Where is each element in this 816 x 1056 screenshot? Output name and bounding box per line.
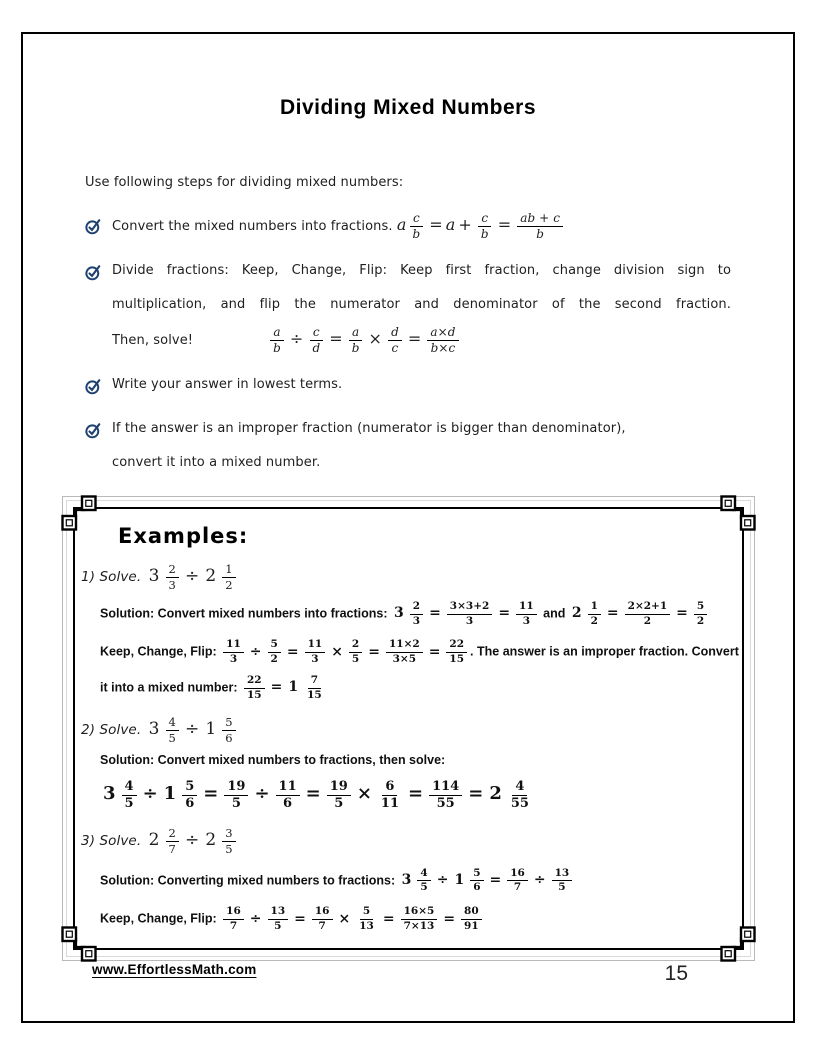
example-2-problem: 2) Solve. 3 $\frac{4}{5}$ ÷ 1 $\frac{5}{6}$: [81, 716, 729, 745]
step-line: multiplication, and flip the numerator and denominator of the second fraction.: [112, 297, 731, 312]
check-circle-icon: [85, 217, 102, 236]
step-line: convert it into a mixed number.: [112, 455, 321, 470]
example-3-solution-line-1: Solution: Converting mixed numbers to fractions: 3 $\frac{4}{5}$ ÷ 1 $\frac{5}{6}$ = $\frac{16}{7}$ ÷ $\frac{13}{5}$: [100, 868, 729, 895]
page-title: Dividing Mixed Numbers: [279, 96, 537, 119]
step-line: Divide fractions: Keep, Change, Flip: Keep first fraction, change division sign to: [112, 263, 731, 278]
example-1-solution-line-2: Keep, Change, Flip: $\frac{11}{3}$ ÷ $\frac{5}{2}$ = $\frac{11}{3}$ × $\frac{2}{5}$ = $\frac{11\times 2}{3\times 5}$ = $\frac{22}{15}$ . The answer is an improper fraction. Convert: [100, 638, 739, 665]
step-line: Then, solve! $\frac{a}{b}$ ÷ $\frac{c}{d}$ = $\frac{a}{b}$ × $\frac{d}{c}$ = $\frac{a\times d}{b\times c}$: [112, 322, 731, 358]
check-circle-icon: [85, 263, 102, 282]
example-3-problem: 3) Solve. 2 $\frac{2}{7}$ ÷ 2 $\frac{3}{5}$: [81, 827, 729, 856]
page-border: [21, 32, 795, 1023]
intro-text: Use following steps for dividing mixed numbers:: [85, 175, 404, 190]
example-1-solution-line-1: Solution: Convert mixed numbers into fractions: 3 $\frac{2}{3}$ = $\frac{3\times 3+2}{3}$ = $\frac{11}{3}$ and 2 $\frac{1}{2}$ = $\frac{2\times 2+1}{2}$ = $\frac{5}{2}$: [100, 601, 729, 628]
step-improper-fraction: [85, 412, 731, 480]
steps-list: [85, 208, 731, 480]
page-number: 15: [664, 962, 688, 985]
check-circle-icon: [85, 421, 102, 440]
examples-panel: [60, 494, 757, 963]
example-2-solution-line-2: 3 $\frac{4}{5}$ ÷ 1 $\frac{5}{6}$ = $\frac{19}{5}$ ÷ $\frac{11}{6}$ = $\frac{19}{5}$ × $\frac{6}{11}$ = $\frac{114}{55}$ = 2 $\frac{4}{55}$: [103, 778, 529, 812]
example-2-solution-line-1: Solution: Convert mixed numbers to fractions, then solve:: [100, 753, 446, 767]
example-1-solution-line-3: it into a mixed number: $\frac{22}{15}$ = 1 $\frac{7}{15}$: [100, 673, 322, 701]
step-line: Write your answer in lowest terms.: [112, 377, 343, 392]
check-circle-icon: [85, 377, 102, 396]
page-footer: [92, 962, 688, 986]
step-line: If the answer is an improper fraction (numerator is bigger than denominator),: [112, 421, 626, 436]
example-3-solution-line-2: Keep, Change, Flip: $\frac{16}{7}$ ÷ $\frac{13}{5}$ = $\frac{16}{7}$ × $\frac{5}{13}$ = $\frac{16\times 5}{7\times 13}$ = $\frac{80}{91}$: [100, 906, 729, 933]
instructions-section: [23, 96, 793, 480]
step-line: Convert the mixed numbers into fractions. a $\frac{c}{b}$ = a + $\frac{c}{b}$ = $\frac{ab + c}{b}$: [112, 208, 731, 244]
step-keep-change-flip: [85, 254, 731, 358]
step-convert-to-fractions: [85, 208, 731, 244]
examples-heading: Examples:: [118, 524, 249, 548]
step-lowest-terms: [85, 368, 731, 402]
example-1-problem: 1) Solve. 3 $\frac{2}{3}$ ÷ 2 $\frac{1}{2}$: [81, 563, 729, 592]
footer-site-link[interactable]: www.EffortlessMath.com: [92, 962, 257, 977]
